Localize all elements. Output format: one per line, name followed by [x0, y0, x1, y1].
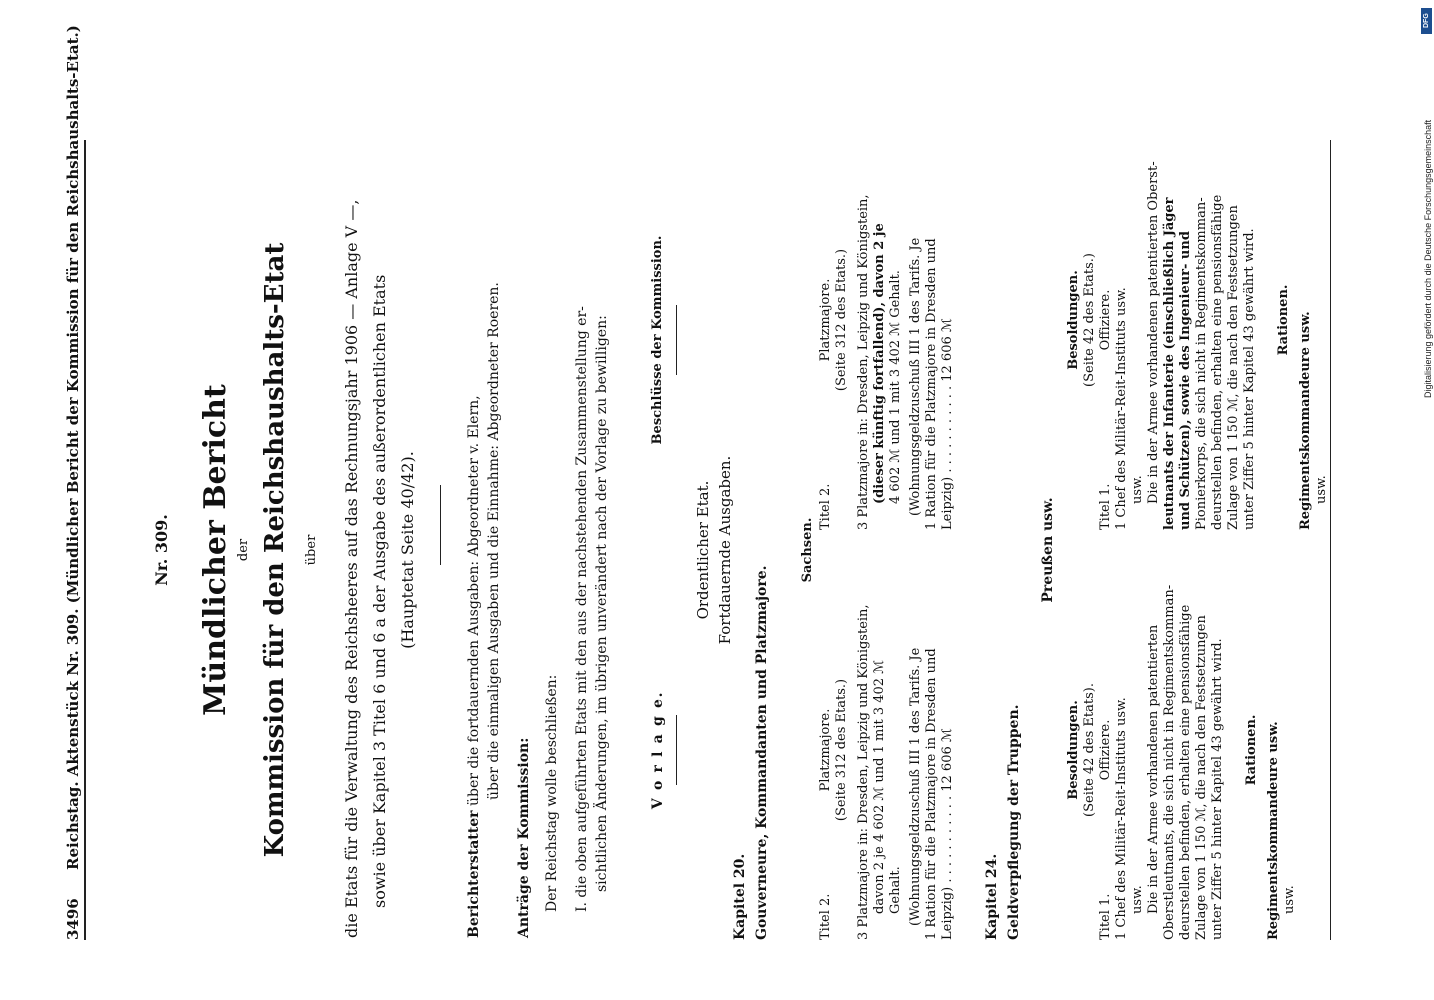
oberstleutnant-right-line-3: und Schützen), sowie des Ingenieur- und	[1178, 231, 1193, 530]
page-number: 3496	[64, 898, 82, 940]
usw-line-right: usw.	[1130, 475, 1145, 504]
oberstleutnant-line-3: deurstellen befinden, erhalten eine pensionsfähige	[1178, 604, 1193, 940]
platzmajore-right-line-2: (dieser künftig fortfallend), davon 2 je	[872, 223, 887, 504]
oberstleutnant-right-line-7: unter Ziffer 5 hinter Kapitel 43 gewährt wird.	[1242, 228, 1257, 530]
wohnung-line-2: 1 Ration für die Platzmajore in Dresden und	[924, 648, 939, 940]
usw-line: usw.	[1130, 885, 1145, 914]
antraege-heading: Anträge der Kommission:	[516, 737, 532, 938]
sachsen-heading: Sachsen.	[800, 517, 815, 583]
kapitel-24: Kapitel 24.	[984, 853, 1000, 940]
berichterstatter-label: Berichterstatter	[466, 810, 482, 938]
title-der: der	[236, 538, 251, 562]
platzmajore-line-1: 3 Platzmajore in: Dresden, Leipzig und Königstein,	[856, 604, 871, 940]
digitization-text: Digitalisierung gefördert durch die Deutsche Forschungsgemeinschaft	[1423, 119, 1433, 398]
titel-1-right: Titel 1.	[1098, 483, 1113, 530]
subject-line-1: die Etats für die Verwaltung des Reichsheeres auf das Rechnungsjahr 1906 — Anlage V —,	[342, 199, 361, 938]
offiziere: Offiziere.	[1098, 719, 1113, 781]
subject-line-3: (Hauptetat Seite 40/42).	[398, 451, 417, 649]
vorlage-column-k24	[1066, 560, 1298, 940]
usw-line-2-right: usw.	[1314, 475, 1329, 504]
platzmajore-heading-right: Platzmajore.	[818, 278, 833, 362]
offiziere-right: Offiziere.	[1098, 289, 1113, 351]
chef-line-right: 1 Chef des Militär-Reit-Instituts usw.	[1114, 287, 1129, 530]
platzmajore-line-3: Gehalt.	[888, 866, 903, 914]
beschluesse-column	[818, 110, 956, 530]
bottom-rule	[1330, 140, 1331, 940]
platzmajore-heading: Platzmajore.	[818, 708, 833, 792]
oberstleutnant-line-1: Die in der Armee vorhandenen patentierten	[1146, 624, 1161, 914]
seite-312-right: (Seite 312 des Etats.)	[834, 248, 849, 392]
document-title: Mündlicher Bericht	[198, 384, 233, 716]
platzmajore-right-line-3: 4 602 ℳ und 1 mit 3 402 ℳ Gehalt.	[888, 270, 903, 504]
gouverneure-heading: Gouverneure, Kommandanten und Platzmajore.	[754, 565, 770, 940]
reichstag-line: Der Reichstag wolle beschließen:	[544, 674, 560, 912]
vorlage-column	[818, 560, 956, 940]
seite-42: (Seite 42 des Etats).	[1082, 683, 1097, 817]
regiments-line-right: Regimentskommandeure usw.	[1298, 311, 1313, 530]
title-rule	[440, 485, 441, 565]
oberstleutnant-right-line-4: Pionierkorps, die sich nicht in Regimentskomman-	[1194, 197, 1209, 530]
commission-title: Kommission für den Reichshaushalts-Etat	[260, 242, 290, 858]
ordentlicher-etat: Ordentlicher Etat.	[694, 480, 712, 620]
platzmajore-line-2: davon 2 je 4 602 ℳ und 1 mit 3 402 ℳ	[872, 659, 887, 914]
titel-1: Titel 1.	[1098, 893, 1113, 940]
fortdauernde-ausgaben: Fortdauernde Ausgaben.	[716, 455, 734, 645]
oberstleutnant-right-line-6: Zulage von 1 150 ℳ, die nach den Festsetzungen	[1226, 205, 1241, 530]
dfg-logo: DFG	[1421, 8, 1432, 34]
beschluesse-rule	[676, 305, 677, 375]
document-page	[0, 25, 1334, 1000]
platzmajore-right-line-1: 3 Platzmajore in: Dresden, Leipzig und Königstein,	[856, 194, 871, 530]
oberstleutnant-line-5: unter Ziffer 5 hinter Kapitel 43 gewährt wird.	[1210, 638, 1225, 940]
rationen: Rationen.	[1244, 714, 1259, 786]
document-number: Nr. 309.	[152, 514, 171, 586]
oberstleutnant-right-line-1: Die in der Armee vorhandenen patentierten Oberst-	[1146, 161, 1161, 504]
berichterstatter-line-2: über die einmaligen Ausgaben und die Einnahme: Abgeordneter Roeren.	[486, 282, 502, 800]
berichterstatter-text: über die fortdauernden Ausgaben: Abgeordneter v. Elern,	[466, 395, 482, 811]
besoldungen-right: Besoldungen.	[1066, 270, 1081, 370]
wohnung-right-line-3: Leipzig) . . . . . . . . . . . 12 606 ℳ	[940, 318, 955, 530]
usw-line-2: usw.	[1282, 885, 1297, 914]
titel-2-right: Titel 2.	[818, 483, 833, 530]
regiments-line: Regimentskommandeure usw.	[1266, 721, 1281, 940]
titel-2: Titel 2.	[818, 893, 833, 940]
geldverpflegung-heading: Geldverpflegung der Truppen.	[1006, 704, 1022, 940]
vorlage-heading: V o r l a g e.	[650, 690, 666, 810]
oberstleutnant-line-4: Zulage von 1 150 ℳ, die nach den Festsetzungen	[1194, 615, 1209, 940]
motion-item-1-line-1: I. die oben aufgeführten Etats mit den aus der nachstehenden Zusammenstellung er-	[574, 306, 590, 912]
title-ueber: über	[304, 534, 319, 566]
preussen-heading: Preußen usw.	[1040, 497, 1056, 603]
running-title: Reichstag. Aktenstück Nr. 309. (Mündlicher Bericht der Kommission für den Reichshaushalts-Etat.)	[64, 25, 82, 870]
chef-line: 1 Chef des Militär-Reit-Instituts usw.	[1114, 697, 1129, 940]
oberstleutnant-line-2: Oberstleutnants, die sich nicht in Regimentskomman-	[1162, 584, 1177, 940]
berichterstatter-line	[466, 395, 482, 938]
kapitel-20: Kapitel 20.	[732, 853, 748, 940]
wohnung-line-3: Leipzig) . . . . . . . . . . . 12 606 ℳ	[940, 728, 955, 940]
oberstleutnant-right-line-2: leutnants der Infanterie (einschließlich Jäger	[1162, 197, 1177, 530]
beschluesse-column-k24	[1066, 110, 1330, 530]
wohnung-right-line-1: (Wohnungsgeldzuschuß III 1 des Tarifs. Je	[908, 237, 923, 516]
besoldungen: Besoldungen.	[1066, 700, 1081, 800]
header-rule	[84, 140, 86, 940]
motion-item-1-line-2: sichtlichen Änderungen, im übrigen unverändert nach der Vorlage zu bewilligen:	[594, 315, 610, 892]
subject-line-2: sowie über Kapitel 3 Titel 6 und 6 a der Ausgabe des außerordentlichen Etats	[370, 274, 389, 908]
seite-42-right: (Seite 42 des Etats.)	[1082, 253, 1097, 387]
oberstleutnant-right-line-5: deurstellen befinden, erhalten eine pensionsfähige	[1210, 194, 1225, 530]
wohnung-line-1: (Wohnungsgeldzuschuß III 1 des Tarifs. Je	[908, 647, 923, 926]
seite-312: (Seite 312 des Etats.)	[834, 678, 849, 822]
beschluesse-heading: Beschlüsse der Kommission.	[650, 235, 665, 445]
digitization-note	[1419, 8, 1434, 998]
rationen-right: Rationen.	[1276, 284, 1291, 356]
vorlage-rule	[676, 715, 677, 785]
wohnung-right-line-2: 1 Ration für die Platzmajore in Dresden und	[924, 238, 939, 530]
